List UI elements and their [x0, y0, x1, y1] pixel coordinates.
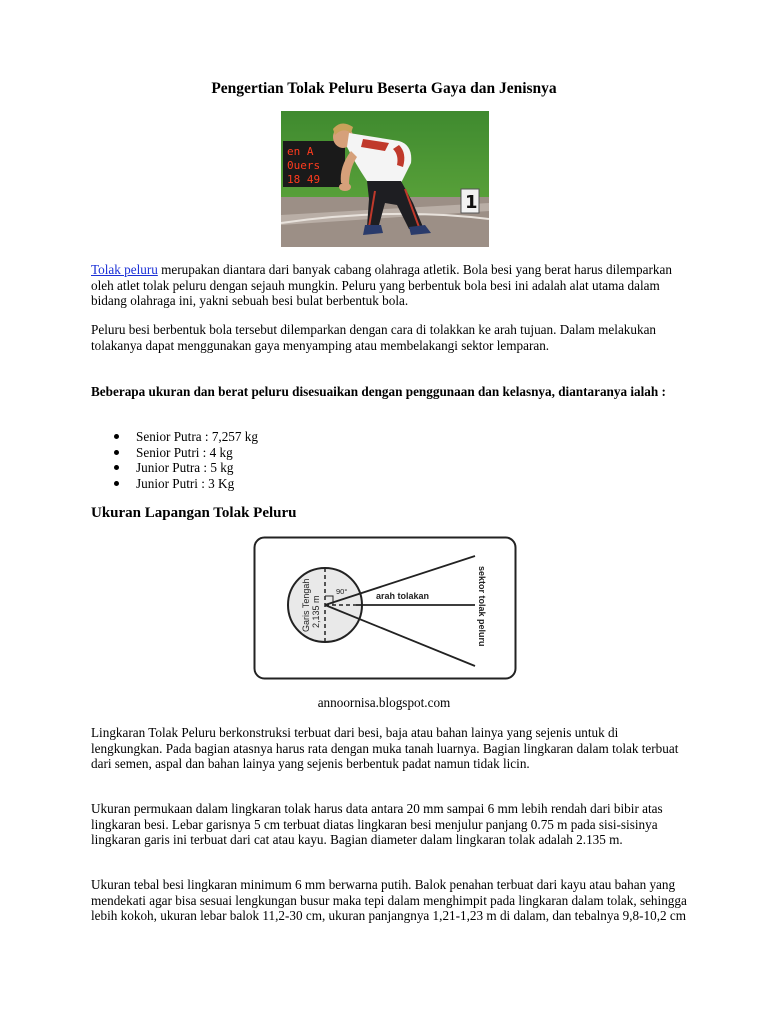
paragraph-2-text: Peluru besi berbentuk bola tersebut dilemparkan dengan cara di tolakkan ke arah tujuan. Dalam melakukan tolakanya dapat menggunakan gaya menyamping atau membelakangi sektor lemparan. [91, 322, 657, 353]
page-title: Pengertian Tolak Peluru Beserta Gaya dan Jenisnya [211, 80, 557, 97]
paragraph-4 [91, 801, 691, 848]
field-heading: Ukuran Lapangan Tolak Peluru [91, 505, 297, 521]
scoreboard-line-2: 0uers [287, 159, 321, 172]
intro-paragraph [91, 262, 691, 309]
bullet-icon [114, 434, 119, 439]
athlete-photo [281, 111, 489, 247]
bullet-icon [114, 465, 119, 470]
paragraph-5-text: Ukuran tebal besi lingkaran minimum 6 mm berwarna putih. Balok penahan terbuat dari kayu atau bahan yang mendekati agar bisa sesuai lengkungan busur maka tepi dalam menghimpit pada lingkaran dalam tolak, sehingga lebih kokoh, ukuran lebar balok 11,2-30 cm, ukuran panjangnya 1,21-1,23 m di dalam, dan tebalnya 9,8-10,2 cm [91, 877, 687, 923]
paragraph-5 [91, 877, 691, 924]
list-item: Junior Putri : 3 Kg [112, 476, 258, 492]
list-item: Junior Putra : 5 kg [112, 460, 258, 476]
angle-label: 90° [336, 587, 348, 596]
field-diagram [253, 536, 517, 680]
diameter-label-1: Garis Tengah [301, 578, 311, 632]
scoreboard-line-1: en A [287, 145, 314, 158]
tolak-peluru-link[interactable]: Tolak peluru [91, 262, 158, 277]
lane-number: 1 [465, 192, 478, 213]
intro-text: merupakan diantara dari banyak cabang olahraga atletik. Bola besi yang berat harus dilemparkan oleh atlet tolak peluru dengan sejauh mungkin. Peluru yang berbentuk bola besi ini adalah alat utama dalam bidang olahraga ini, yakni sebuah besi bulat berbentuk bola. [91, 262, 672, 308]
bullet-icon [114, 450, 119, 455]
list-item: Senior Putri : 4 kg [112, 445, 258, 461]
scoreboard-line-3: 18 49 [287, 173, 321, 186]
weights-list [112, 429, 258, 491]
paragraph-4-text: Ukuran permukaan dalam lingkaran tolak harus data antara 20 mm sampai 6 mm lebih rendah dari bibir atas lingkaran besi. Lebar garisnya 5 cm terbuat diatas lingkaran besi menjulur panjang 0.75 m pada sisi-sisinya lingkaran garis ini terbuat dari cat atau kayu. Bagian diameter dalam lingkaran tolak adalah 2.135 m. [91, 801, 663, 847]
diameter-label-2: 2,135 m [311, 595, 321, 628]
weights-heading-text: Beberapa ukuran dan berat peluru disesuaikan dengan penggunaan dan kelasnya, diantaranya ialah : [91, 384, 666, 399]
bullet-icon [114, 481, 119, 486]
paragraph-3 [91, 725, 691, 772]
weights-heading [91, 384, 691, 400]
paragraph-2 [91, 322, 691, 353]
diagram-caption: annoornisa.blogspot.com [317, 695, 451, 710]
sector-label: sektor tolak peluru [477, 566, 487, 647]
paragraph-3-text: Lingkaran Tolak Peluru berkonstruksi terbuat dari besi, baja atau bahan lainya yang sejenis untuk di lengkungkan. Pada bagian atasnya harus rata dengan muka tanah luarnya. Bagian lingkaran dalam tolak terbuat dari semen, aspal dan bahan lainya yang sejenis berbentuk padat namun tidak licin. [91, 725, 679, 771]
direction-label: arah tolakan [376, 591, 430, 601]
list-item: Senior Putra : 7,257 kg [112, 429, 258, 445]
